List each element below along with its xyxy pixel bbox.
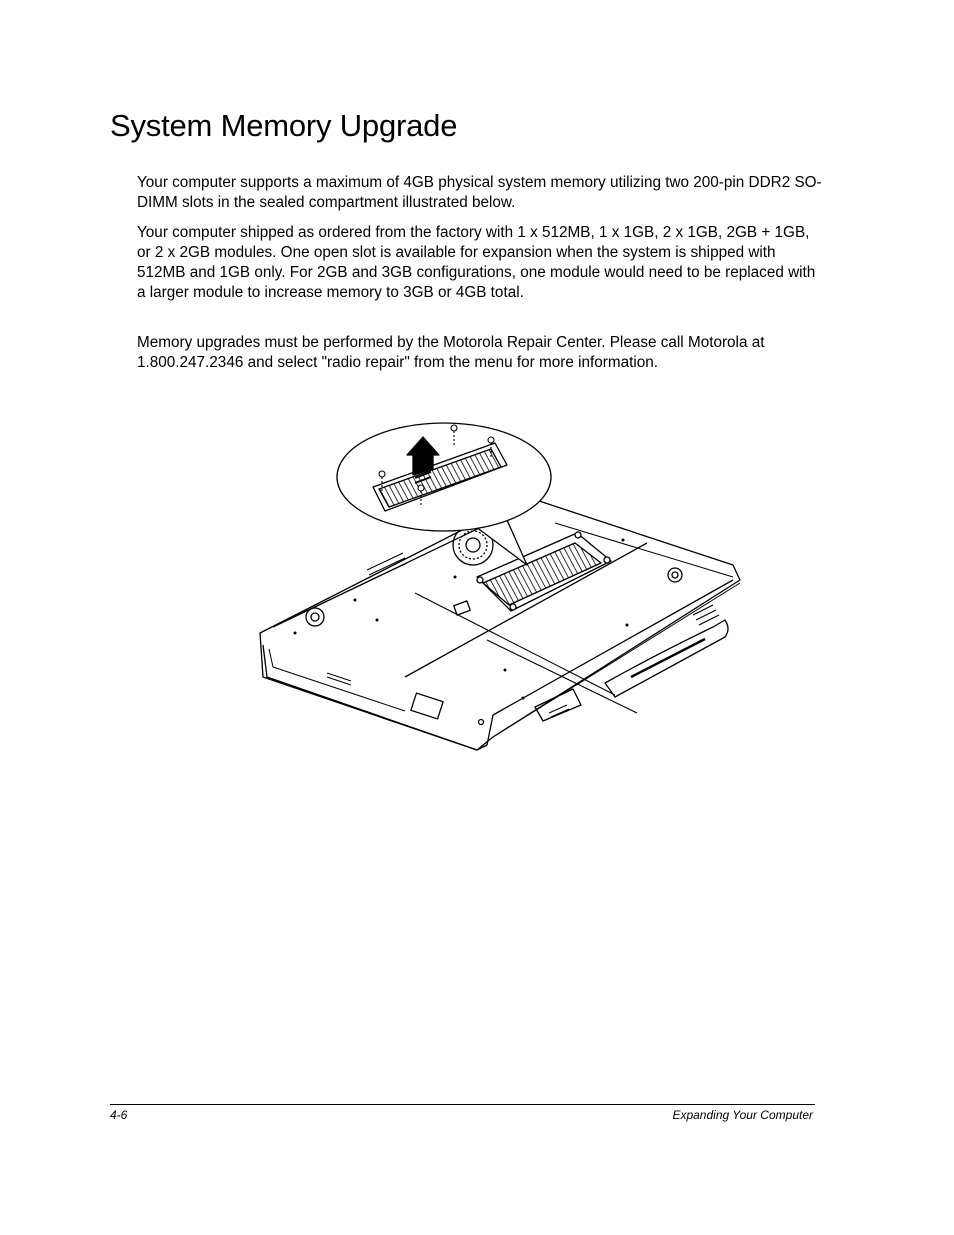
paragraph-factory-configurations: Your computer shipped as ordered from the factory with 1 x 512MB, 1 x 1GB, 2 x 1GB, 2GB + 1GB, or 2 x 2GB modules. One open slot is available for expansion when the system is shipped with 512MB and 1GB only. For 2GB and 3GB configurations, one module would need to be replaced with a larger module to increase memory to 3GB or 4GB total. bbox=[137, 224, 816, 301]
page-title: System Memory Upgrade bbox=[110, 108, 458, 143]
paragraph-repair-center: Memory upgrades must be performed by the Motorola Repair Center. Please call Motorola at 1.800.247.2346 and select "radio repair" from the menu for more information. bbox=[137, 334, 765, 371]
footer-divider bbox=[110, 1104, 815, 1105]
footer-section-title: Expanding Your Computer bbox=[672, 1108, 813, 1122]
laptop-underside-memory-compartment-icon bbox=[255, 415, 745, 755]
footer-page-number: 4-6 bbox=[110, 1108, 128, 1122]
paragraph-memory-capacity: Your computer supports a maximum of 4GB physical system memory utilizing two 200-pin DDR2 SO-DIMM slots in the sealed compartment illustrated below. bbox=[137, 174, 822, 211]
